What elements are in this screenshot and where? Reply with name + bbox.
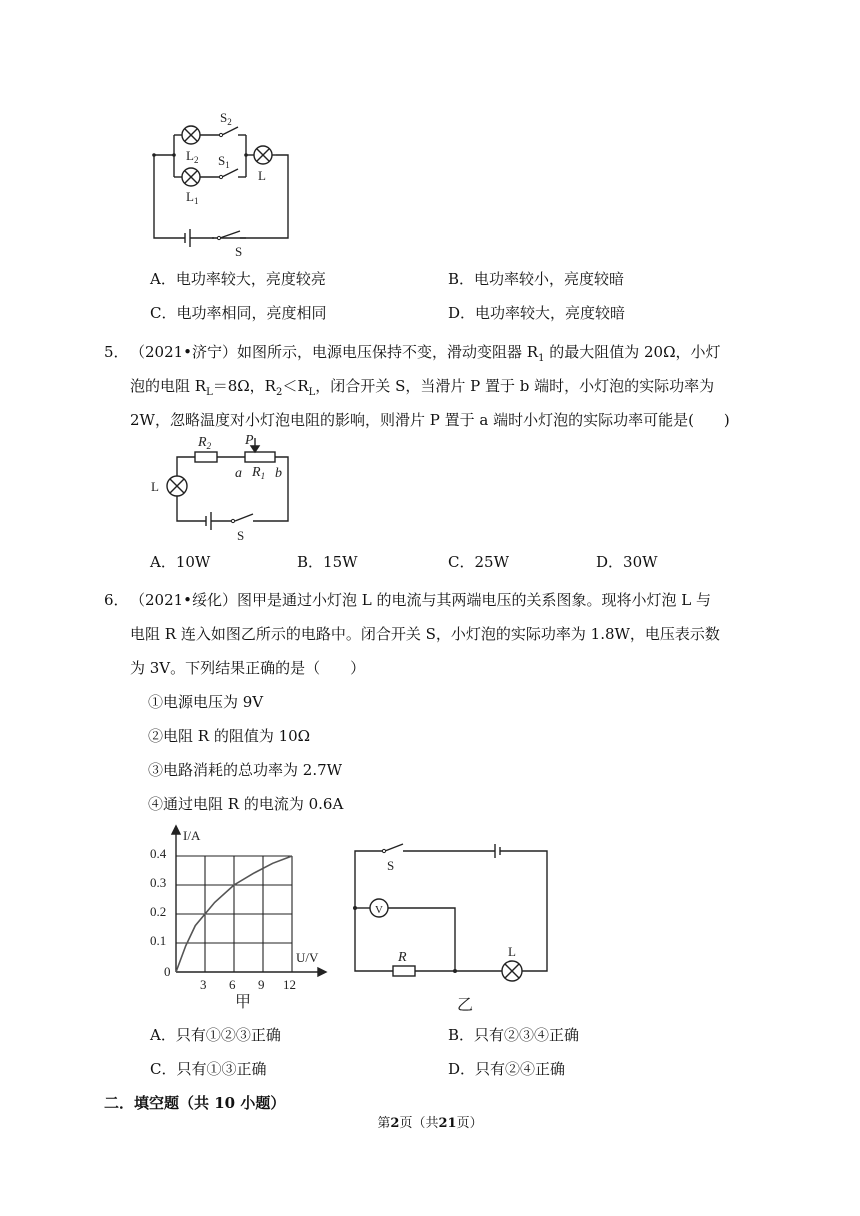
- graph-xtick-9: 9: [258, 977, 265, 992]
- q6-option-c: C．只有①③正确: [150, 1060, 267, 1078]
- graph-xlabel: U/V: [296, 950, 319, 965]
- q5-label-s: S: [237, 528, 245, 543]
- graph-ytick-0.4: 0.4: [150, 846, 167, 861]
- graph-origin-label: 0: [164, 964, 171, 979]
- graph-ylabel: I/A: [183, 828, 201, 843]
- q4-label-s2: $S_2$: [220, 110, 232, 127]
- q6-iu-graph: [140, 824, 330, 1014]
- q4-label-s: S: [235, 244, 243, 258]
- q6-label-r: R: [398, 950, 407, 965]
- graph-ytick-0.1: 0.1: [150, 933, 167, 948]
- graph-xtick-6: 6: [229, 977, 236, 992]
- q4-option-c: C．电功率相同，亮度相同: [150, 304, 327, 322]
- q5-label-l: L: [151, 479, 159, 494]
- q6-option-d: D．只有②④正确: [448, 1060, 566, 1078]
- q6-statement-2: ②电阻 R 的阻值为 10Ω: [148, 727, 311, 745]
- graph-caption: 甲: [235, 994, 252, 1011]
- q5-option-d: D．30W: [596, 553, 658, 571]
- q5-stem-line3: 2W，忽略温度对小灯泡电阻的影响，则滑片 P 置于 a 端时小灯泡的实际功率可能是( ): [130, 411, 730, 429]
- q5-stem-line2: 泡的电阻 $R_L=8\Omega$，$R_2<R_L$，闭合开关 S，当滑片 P 置于 b 端时，小灯泡的实际功率为: [130, 377, 715, 398]
- q4-circuit-diagram: [140, 108, 300, 258]
- q5-stem-line1: （2021•济宁）如图所示，电源电压保持不变，滑动变阻器 $R_1$ 的最大阻值为 20Ω，小灯: [130, 343, 721, 364]
- q6-option-a: A．只有①②③正确: [150, 1026, 281, 1044]
- q5-label-a: a: [235, 466, 242, 481]
- page-footer: 第2页（共21页）: [377, 1116, 483, 1131]
- q4-label-l1: $L_1$: [186, 189, 199, 206]
- q6-label-l: L: [508, 944, 516, 959]
- q6-option-b: B．只有②③④正确: [448, 1026, 580, 1044]
- q4-option-a: A．电功率较大，亮度较亮: [150, 270, 326, 288]
- q4-label-l2: $L_2$: [186, 148, 199, 165]
- circuit-caption: 乙: [457, 997, 474, 1014]
- section-title: 二．填空题（共 10 小题）: [104, 1094, 286, 1112]
- q6-label-v: V: [375, 904, 383, 916]
- q6-number: 6．: [104, 591, 129, 609]
- q6-label-s: S: [387, 858, 395, 873]
- q4-option-b: B．电功率较小，亮度较暗: [448, 270, 625, 288]
- q6-stem-line3: 为 3V。下列结果正确的是（ ）: [130, 659, 366, 677]
- q5-number: 5．: [104, 343, 129, 361]
- q5-option-c: C．25W: [448, 553, 509, 571]
- q6-stem-line2: 电阻 R 连入如图乙所示的电路中。闭合开关 S，小灯泡的实际功率为 1.8W，电压表示数: [130, 625, 720, 643]
- q5-label-p: P: [245, 433, 254, 448]
- q6-stem-line1: （2021•绥化）图甲是通过小灯泡 L 的电流与其两端电压的关系图象。现将小灯泡 L 与: [130, 591, 712, 609]
- q6-statement-4: ④通过电阻 R 的电流为 0.6A: [148, 795, 344, 813]
- q6-statement-1: ①电源电压为 9V: [148, 693, 264, 711]
- q4-label-s1: $S_1$: [218, 153, 230, 170]
- q5-label-r2: $R_2$: [198, 435, 212, 451]
- q6-circuit-diagram: [345, 838, 560, 1018]
- q5-option-b: B．15W: [297, 553, 358, 571]
- q4-label-l: L: [258, 168, 266, 183]
- graph-ytick-0.3: 0.3: [150, 875, 167, 890]
- q5-label-b: b: [275, 466, 282, 481]
- q5-circuit-diagram: [145, 432, 305, 547]
- q5-option-a: A．10W: [150, 553, 211, 571]
- q4-option-d: D．电功率较大，亮度较暗: [448, 304, 626, 322]
- graph-ytick-0.2: 0.2: [150, 904, 167, 919]
- q6-statement-3: ③电路消耗的总功率为 2.7W: [148, 761, 343, 779]
- graph-xtick-12: 12: [283, 977, 296, 992]
- q5-label-r1: $R_1$: [252, 465, 266, 481]
- graph-xtick-3: 3: [200, 977, 207, 992]
